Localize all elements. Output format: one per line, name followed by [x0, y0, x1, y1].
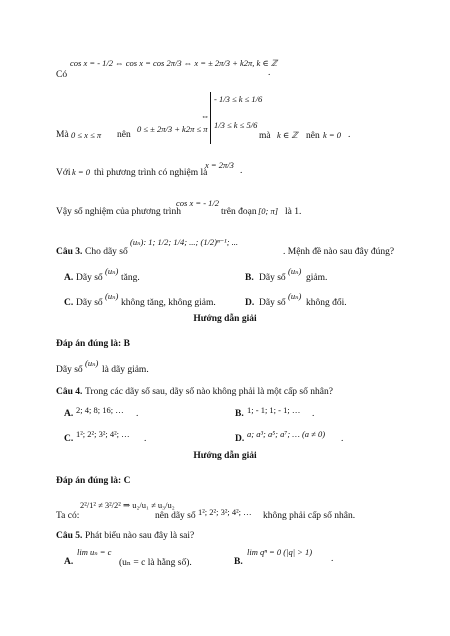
- q5-option-a-paren: (uₙ = c là hằng số).: [119, 558, 192, 568]
- case-2: 1/3 ≤ k ≤ 5/6: [214, 120, 258, 130]
- q4-label: Câu 4.: [56, 387, 83, 397]
- q4-option-d-math: a; a³; a⁵; a⁷; … (a ≠ 0): [247, 429, 326, 439]
- q4-fraction-compare: 2²/1² ≠ 3²/2² ⇒ u₂/u₁ ≠ u₃/u₂: [80, 500, 175, 510]
- q4-option-b-label: B.: [235, 409, 244, 419]
- q4-option-b-math: 1; - 1; 1; - 1; …: [247, 405, 301, 415]
- q3-option-d-label: D.: [245, 298, 255, 308]
- q3-option-d-un: (uₙ): [288, 291, 302, 301]
- q5-option-a-label: A.: [64, 557, 74, 567]
- case-brace: [210, 92, 211, 144]
- q4-option-a-dot: .: [136, 409, 139, 419]
- text-ma: Mà: [56, 130, 69, 140]
- q3-question: . Mệnh đề nào sau đây đúng?: [283, 247, 395, 257]
- q3-option-c-un: (uₙ): [105, 291, 119, 301]
- q4-guide-heading: Hướng dẫn giải: [193, 451, 257, 461]
- text-ma-2: mà: [259, 131, 271, 141]
- text-la-1: là 1.: [285, 207, 302, 217]
- period: .: [268, 68, 271, 78]
- q3-option-b-label: B.: [245, 273, 254, 283]
- q3-option-b-text2: giảm.: [306, 273, 328, 283]
- q3-option-a-text2: tăng.: [121, 273, 140, 283]
- q4-ta-co: Ta có:: [56, 511, 80, 521]
- interval: [0; π]: [258, 206, 279, 216]
- iff-symbol: ⇔: [201, 111, 210, 121]
- q4-option-d-dot: .: [341, 434, 344, 444]
- q3-solution-un: (uₙ): [85, 358, 99, 368]
- q4-text-nen: nên dãy số: [155, 511, 196, 521]
- q3-answer: Đáp án đúng là: B: [56, 339, 130, 349]
- q3-solution-text1: Dãy số: [56, 365, 83, 375]
- k-in-z: k ∈ ℤ: [277, 130, 298, 140]
- q3-option-a-text1: Dãy số: [76, 273, 103, 283]
- text-co: Có: [56, 70, 68, 80]
- q3-option-c-text2: không tăng, không giảm.: [121, 298, 216, 308]
- q4-text: Trong các dãy số sau, dãy số nào không phải là một cấp số nhân?: [85, 387, 333, 397]
- case-1: - 1/3 ≤ k ≤ 1/6: [214, 94, 263, 104]
- q3-option-d-text2: không đổi.: [306, 298, 347, 308]
- q3-solution-text2: là dãy giảm.: [102, 365, 149, 375]
- k-equals-0-b: k = 0: [72, 167, 91, 177]
- text-tren-doan: trên đoạn: [221, 207, 257, 217]
- q3-option-a-label: A.: [64, 273, 74, 283]
- q3-text: Cho dãy số: [85, 247, 128, 257]
- q4-option-c-dot: .: [144, 434, 147, 444]
- q5-option-b-end: .: [331, 554, 334, 564]
- q3-option-b-un: (uₙ): [288, 266, 302, 276]
- equation-cos: cos x = - 1/2: [176, 198, 220, 208]
- q3-sequence: (uₙ): 1; 1/2; 1/4; ...; (1/2)ⁿ⁻¹; ...: [130, 237, 239, 247]
- period-3: .: [240, 166, 243, 176]
- inequality-k: 0 ≤ ± 2π/3 + k2π ≤ π: [137, 124, 208, 134]
- q5-option-b-label: B.: [234, 557, 243, 567]
- text-vay-so: Vậy số nghiệm của phương trình: [56, 207, 181, 217]
- q4-tail: không phải cấp số nhân.: [263, 511, 356, 521]
- q5-option-b-math: lim qⁿ = 0 (|q| > 1): [247, 547, 313, 557]
- q3-option-d-text1: Dãy số: [259, 298, 286, 308]
- q3-guide-heading: Hướng dẫn giải: [193, 314, 257, 324]
- q3-label: Câu 3.: [56, 247, 83, 257]
- q5-option-a-math: lim uₙ = c: [77, 547, 112, 557]
- text-nen-2: nên: [306, 131, 320, 141]
- q3-option-c-label: C.: [64, 298, 74, 308]
- q5-label: Câu 5.: [56, 531, 83, 541]
- q5-text: Phát biểu nào sau đây là sai?: [85, 531, 195, 541]
- q4-sequence-squares: 1²; 2²; 3²; 4²; …: [198, 507, 252, 517]
- period-2: .: [348, 130, 351, 140]
- q4-option-a-label: A.: [64, 409, 74, 419]
- text-voi: Với: [56, 168, 71, 178]
- equation-cos-x: cos x = - 1/2 ⇔ cos x = cos 2π/3 ⇔ x = ± 2π/3 + k2π, k ∈ ℤ: [70, 58, 278, 68]
- text-nen: nên: [117, 130, 131, 140]
- condition-x-range: 0 ≤ x ≤ π: [71, 130, 102, 140]
- q3-option-b-text1: Dãy số: [259, 273, 286, 283]
- text-nghiem: thì phương trình có nghiệm là: [94, 168, 208, 178]
- q4-option-d-label: D.: [235, 434, 245, 444]
- q4-answer: Đáp án đúng là: C: [56, 476, 131, 486]
- q3-option-a-un: (uₙ): [105, 266, 119, 276]
- q4-option-a-math: 2; 4; 8; 16; …: [76, 405, 124, 415]
- q4-option-b-dot: .: [312, 409, 315, 419]
- q4-option-c-math: 1²; 2²; 3²; 4²; …: [76, 429, 130, 439]
- q3-option-c-text1: Dãy số: [76, 298, 103, 308]
- k-equals-0: k = 0: [323, 130, 342, 140]
- q4-option-c-label: C.: [64, 434, 74, 444]
- solution-x: x = 2π/3: [205, 160, 234, 170]
